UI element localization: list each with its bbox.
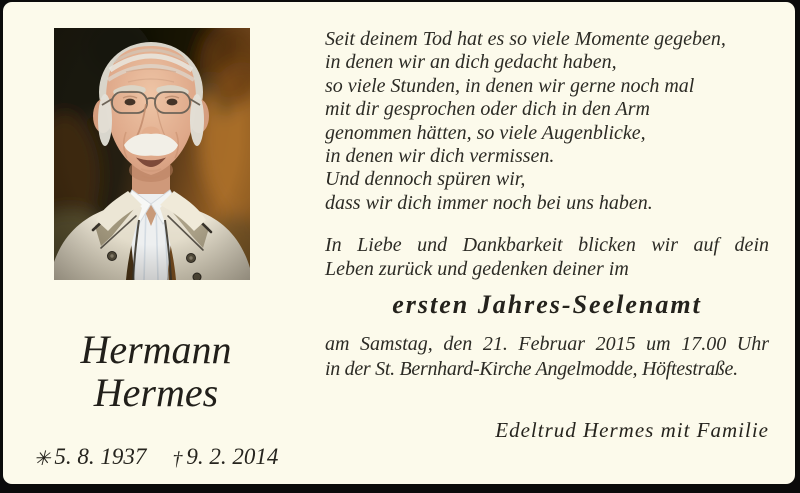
birth-date: ✳ 5. 8. 1937 — [33, 444, 147, 470]
poem-line: genommen hätten, so viele Augenblicke, — [325, 121, 646, 144]
poem-line: in denen wir an dich gedacht haben, — [325, 51, 617, 74]
portrait-photo — [54, 28, 250, 280]
event-line: in der St. Bernhard-Kirche Angelmodde, Höftestraße. — [325, 357, 738, 380]
signature: Edeltrud Hermes mit Familie — [495, 418, 769, 443]
intro-line: Leben zurück und gedenken deiner im — [325, 258, 629, 281]
intro-line: In Liebe und Dankbarkeit blicken wir auf dein — [325, 234, 769, 257]
memorial-intro — [325, 233, 769, 281]
poem-line: mit dir gesprochen oder dich in den Arm — [325, 98, 650, 121]
memorial-text-column — [325, 28, 769, 443]
portrait-photo-illustration — [54, 28, 250, 280]
death-date: † 9. 2. 2014 — [172, 444, 279, 470]
obituary-card — [3, 2, 795, 484]
poem-line: Seit deinem Tod hat es so viele Momente gegeben, — [325, 28, 726, 50]
birth-star-icon: ✳ — [33, 448, 51, 470]
memorial-poem — [325, 28, 769, 215]
deceased-last-name: Hermes — [93, 370, 219, 415]
event-details — [325, 332, 769, 381]
death-cross-icon: † — [172, 448, 183, 470]
deceased-first-name: Hermann — [80, 327, 232, 372]
poem-line: so viele Stunden, in denen wir gerne noch mal — [325, 74, 695, 97]
event-title: ersten Jahres-Seelenamt — [392, 290, 702, 320]
deceased-name — [20, 328, 292, 414]
poem-line: dass wir dich immer noch bei uns haben. — [325, 191, 653, 214]
poem-line: in denen wir dich vermissen. — [325, 145, 555, 168]
life-dates — [11, 444, 301, 470]
event-line: am Samstag, den 21. Februar 2015 um 17.00 Uhr — [325, 333, 769, 356]
poem-line: Und dennoch spüren wir, — [325, 168, 526, 191]
